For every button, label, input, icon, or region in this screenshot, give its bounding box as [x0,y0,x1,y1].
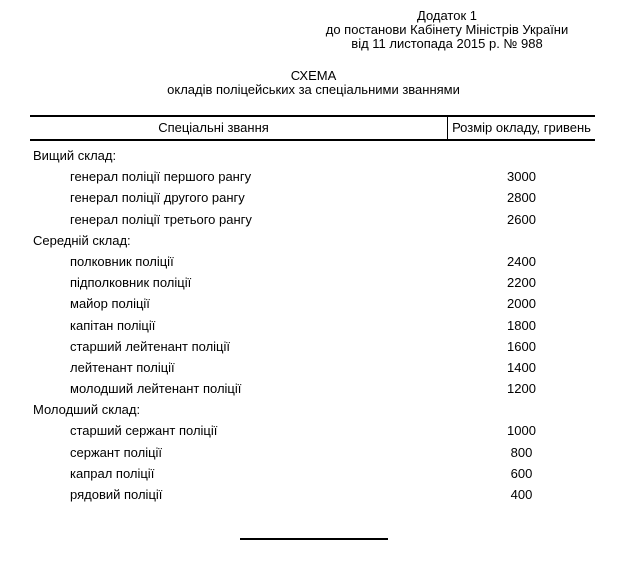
rank-row [30,357,595,378]
salary-value: 1000 [507,423,536,439]
rank-row [30,378,595,399]
group-label: Середній склад: [33,232,131,248]
salary-value: 1200 [507,381,536,397]
rank-row [30,209,595,230]
rank-label: старший сержант поліції [70,423,218,439]
column-header-special-ranks: Спеціальні звання [30,117,448,139]
salary-value: 1400 [507,359,536,375]
signature-line [240,538,388,540]
rank-label: генерал поліції першого рангу [70,169,252,185]
table-body [30,141,595,505]
rank-row [30,315,595,336]
rank-row [30,293,595,314]
rank-label: генерал поліції третього рангу [70,211,252,227]
salary-value: 2000 [507,296,536,312]
salary-value: 400 [510,487,533,502]
salary-value: 2600 [507,211,536,227]
rank-label: сержант поліції [70,444,163,460]
rank-label: молодший лейтенант поліції [70,381,242,397]
rank-row [30,166,595,187]
annex-line-2: до постанови Кабінету Міністрів України [325,22,569,37]
rank-row [30,336,595,357]
salary-value [448,399,595,420]
salary-value: 2800 [507,190,536,206]
salary-value: 600 [510,465,533,481]
rank-label: полковник поліції [70,253,174,269]
rank-row [30,484,595,505]
salary-value: 2400 [507,253,536,269]
rank-row [30,251,595,272]
rank-label: підполковник поліції [70,275,192,291]
rank-row [30,420,595,441]
salary-value: 1800 [507,317,536,333]
salary-value: 3000 [507,169,536,185]
doc-title: СХЕМА [290,68,337,83]
rank-label: майор поліції [70,296,150,312]
column-header-salary: Розмір окладу, гривень [452,120,591,135]
doc-subtitle: окладів поліцейських за спеціальними званнями [167,82,460,97]
rank-label: рядовий поліції [70,487,163,502]
rank-label: старший лейтенант поліції [70,338,231,354]
group-row [30,145,595,166]
rank-label: лейтенант поліції [70,359,175,375]
annex-line-3: від 11 листопада 2015 р. № 988 [351,36,543,51]
salary-value: 2200 [507,275,536,291]
rank-row [30,272,595,293]
rank-label: капітан поліції [70,317,156,333]
salary-value [448,230,595,251]
group-label: Молодший склад: [33,402,141,418]
salary-value: 1600 [507,338,536,354]
rank-label: генерал поліції другого рангу [70,190,245,206]
annex-block [299,9,595,51]
group-row [30,399,595,420]
salary-value: 800 [510,444,533,460]
group-label: Вищий склад: [33,148,117,163]
rank-label: капрал поліції [70,465,155,481]
rank-row [30,442,595,463]
rank-row [30,187,595,208]
table-header-row [30,115,595,141]
rank-row [30,463,595,484]
salary-value [448,145,595,166]
annex-line-1: Додаток 1 [417,8,477,23]
group-row [30,230,595,251]
title-block [0,69,627,97]
salary-table [30,115,595,505]
